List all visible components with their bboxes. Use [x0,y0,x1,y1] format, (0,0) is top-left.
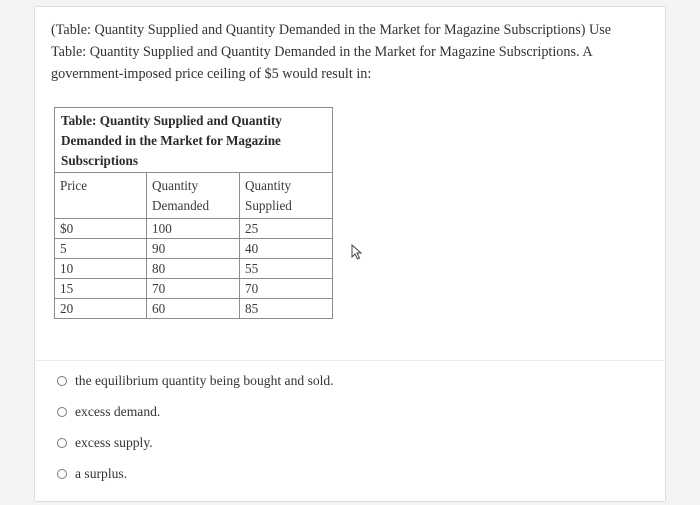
option-excess-supply[interactable] [57,427,334,458]
cell-demanded: 90 [147,239,240,259]
cell-price: $0 [60,221,74,236]
cell-price: 5 [55,239,147,259]
table-row [55,299,332,319]
data-table [54,107,333,319]
option-label: the equilibrium quantity being bought and sold. [75,372,334,388]
option-equilibrium-quantity[interactable] [57,365,334,396]
option-excess-demand[interactable] [57,396,334,427]
radio-circle-icon[interactable] [57,469,67,479]
options-divider [35,360,665,361]
cell-demanded: 60 [147,299,240,319]
option-label: excess demand. [75,403,161,419]
radio-circle-icon[interactable] [57,376,67,386]
cell-demanded: 80 [147,259,240,279]
cell-supplied: 25 [240,219,333,239]
table-caption: Table: Quantity Supplied and Quantity Demanded in the Market for Magazine Subscriptions [55,108,332,173]
option-surplus[interactable] [57,458,334,489]
table-row [55,219,332,239]
radio-circle-icon[interactable] [57,438,67,448]
header-price: Price [55,173,147,219]
cell-price: 20 [55,299,147,319]
cell-supplied: 40 [240,239,333,259]
option-label: a surplus. [75,465,128,481]
radio-circle-icon[interactable] [57,407,67,417]
question-text: (Table: Quantity Supplied and Quantity Demanded in the Market for Magazine Subscriptions) Use Table: Quantity Supplied and Quantity Demanded in the Market for Magazine Subscriptions. A government-imposed price ceiling of $5 would result in: [51,22,612,82]
table-header-row [55,173,332,219]
answer-options [57,365,334,489]
cell-demanded: 70 [147,279,240,299]
table-row [55,239,332,259]
table-row [55,279,332,299]
table-row [55,259,332,279]
cell-supplied: 55 [240,259,333,279]
cell-supplied: 85 [240,299,333,319]
cell-price: 10 [55,259,147,279]
header-quantity-demanded: Quantity Demanded [147,173,240,219]
option-label: excess supply. [75,434,153,450]
cell-supplied: 70 [240,279,333,299]
header-quantity-supplied: Quantity Supplied [240,173,333,219]
cell-demanded: 100 [147,219,240,239]
mouse-pointer-icon [350,244,364,260]
cell-price: 15 [55,279,147,299]
